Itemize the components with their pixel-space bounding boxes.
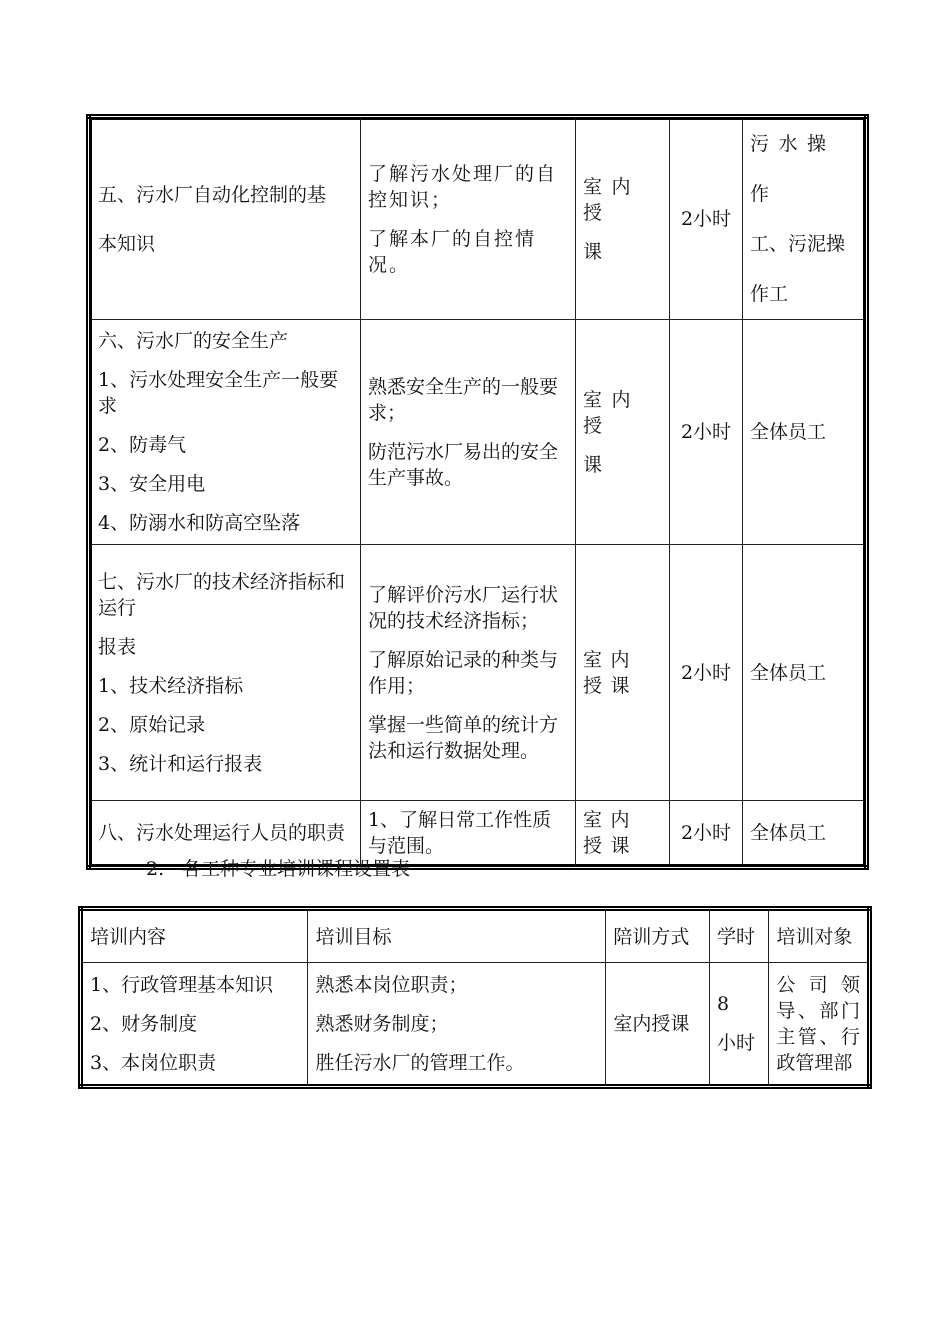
goal-cell: 1、了解日常工作性质与范围。: [361, 801, 576, 868]
header-audience: 培训对象: [769, 909, 870, 963]
header-content: 培训内容: [81, 909, 308, 963]
table-row: [89, 545, 867, 801]
goal-cell: 了解评价污水厂运行状况的技术经济指标； 了解原始记录的种类与作用； 掌握一些简单的统计方法和运行数据处理。: [361, 545, 576, 801]
content-cell: 七、污水厂的技术经济指标和运行 报表 1、技术经济指标 2、原始记录 3、统计和运行报表: [89, 545, 361, 801]
content-cell: 1、行政管理基本知识 2、财务制度 3、本岗位职责: [81, 963, 308, 1087]
header-hours: 学时: [709, 909, 768, 963]
goal-cell: 熟悉安全生产的一般要求； 防范污水厂易出的安全生产事故。: [361, 320, 576, 545]
header-goal: 培训目标: [308, 909, 606, 963]
caption-number: 2.: [146, 858, 165, 880]
caption-text: 各工种专业培训课程设置表: [182, 858, 411, 880]
table-header-row: [81, 909, 870, 963]
audience-cell: 全体员工: [743, 545, 867, 801]
audience-cell: 全体员工: [743, 320, 867, 545]
content-cell: 五、污水厂自动化控制的基 本知识: [89, 117, 361, 320]
header-method: 陪训方式: [606, 909, 710, 963]
audience-cell: 污水操作 工、污泥操 作工: [743, 117, 867, 320]
training-table-general: [86, 114, 869, 870]
content-cell: 八、污水处理运行人员的职责: [89, 801, 361, 868]
method-cell: 室内授 课: [576, 117, 670, 320]
table-row: [89, 320, 867, 545]
method-cell: 室内授课: [576, 801, 670, 868]
audience-cell: 全体员工: [743, 801, 867, 868]
method-cell: 室内授课: [576, 545, 670, 801]
audience-cell: 公司领导、部门主管、行政管理部: [769, 963, 870, 1087]
hours-cell: 2小时: [670, 117, 743, 320]
content-cell: 六、污水厂的安全生产 1、污水处理安全生产一般要求 2、防毒气 3、安全用电 4、防溺水和防高空坠落: [89, 320, 361, 545]
hours-cell: 8 小时: [709, 963, 768, 1087]
training-table-specialty: [78, 906, 872, 1089]
hours-cell: 2小时: [670, 545, 743, 801]
table-row: [89, 117, 867, 320]
goal-cell: 熟悉本岗位职责； 熟悉财务制度； 胜任污水厂的管理工作。: [308, 963, 606, 1087]
table-caption: [146, 856, 410, 882]
table-row: [81, 963, 870, 1087]
hours-cell: 2小时: [670, 801, 743, 868]
hours-cell: 2小时: [670, 320, 743, 545]
goal-cell: 了解污水处理厂的自控知识； 了解本厂的自控情况。: [361, 117, 576, 320]
method-cell: 室内授课: [606, 963, 710, 1087]
method-cell: 室内授 课: [576, 320, 670, 545]
